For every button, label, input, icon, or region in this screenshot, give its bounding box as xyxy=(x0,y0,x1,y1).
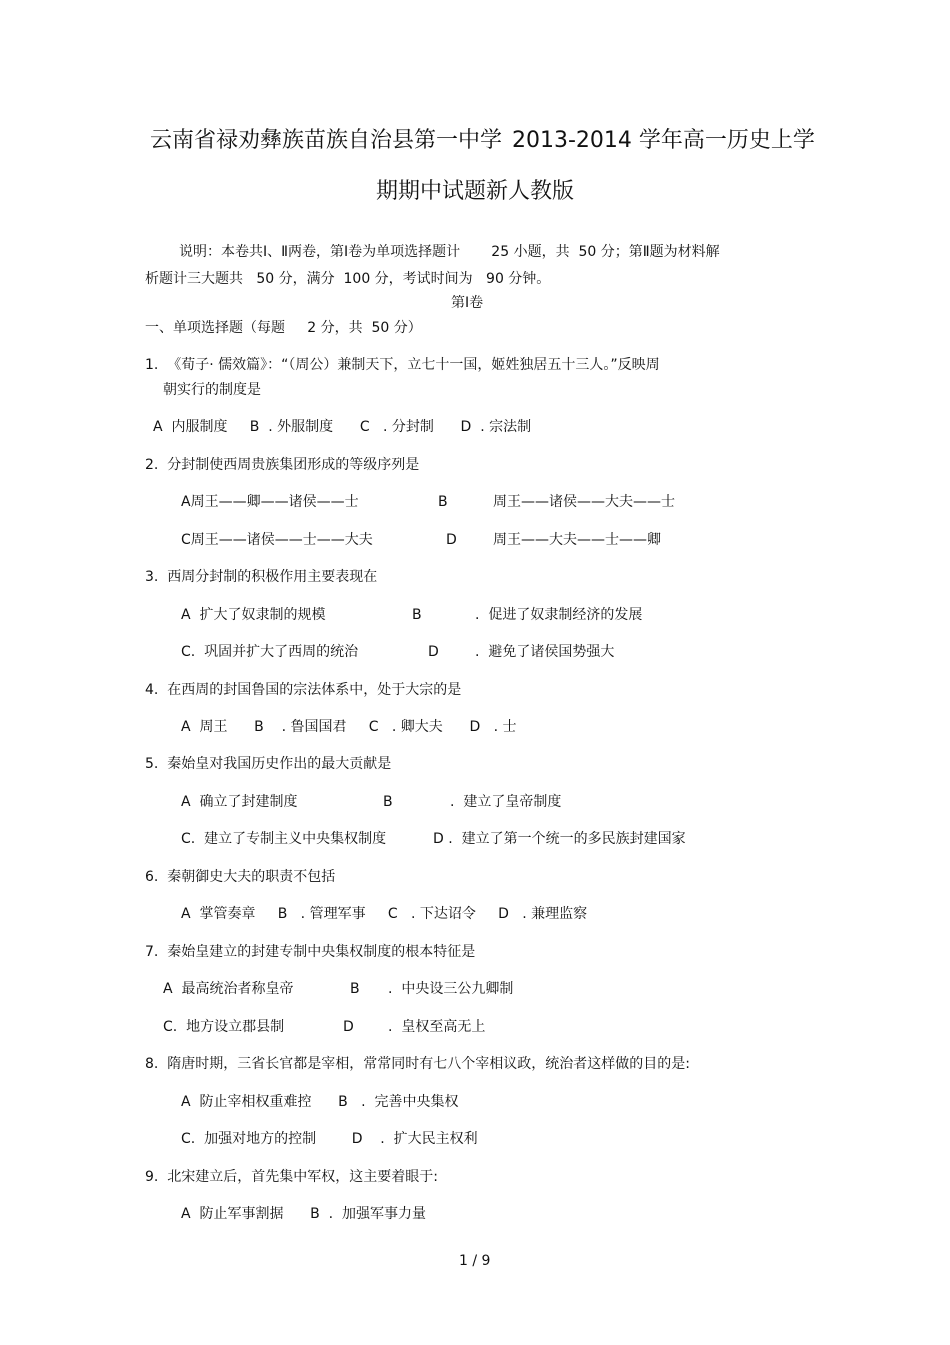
option-b: . 促进了奴隶制经济的发展 xyxy=(475,607,643,623)
option-a: A 扩大了奴隶制的规模 xyxy=(181,607,326,623)
question-stem-cont: 朝实行的制度是 xyxy=(163,382,261,398)
question-stem: 9. 北宋建立后，首先集中军权，这主要着眼于: xyxy=(145,1169,438,1185)
part-heading: 一、单项选择题（每题 2 分，共 50 分） xyxy=(145,320,422,336)
title-line-1-a: 云南省禄劝彝族苗族自治县第一中学 xyxy=(150,128,503,153)
option-d: . 皇权至高无上 xyxy=(388,1019,486,1035)
option-d: D . 建立了第一个统一的多民族封建国家 xyxy=(433,831,686,847)
option-d-letter: D xyxy=(428,644,439,660)
page-number: 1 / 9 xyxy=(459,1253,491,1269)
question-stem: 4. 在西周的封国鲁国的宗法体系中，处于大宗的是 xyxy=(145,682,462,698)
title-line-1-b: 2013-2014 学年高一历史上学 xyxy=(512,128,815,153)
question-options-ab: A 防止宰相权重难控 B . 完善中央集权 xyxy=(181,1094,459,1110)
question-stem: 5. 秦始皇对我国历史作出的最大贡献是 xyxy=(145,756,392,772)
option-a: A周王——卿——诸侯——士 xyxy=(181,494,359,510)
section-heading: 第Ⅰ卷 xyxy=(451,295,484,311)
option-c: C. 巩固并扩大了西周的统治 xyxy=(181,644,359,660)
option-b: . 建立了皇帝制度 xyxy=(450,794,562,810)
option-d-letter: D xyxy=(343,1019,354,1035)
question-stem: 2. 分封制使西周贵族集团形成的等级序列是 xyxy=(145,457,420,473)
question-options: A 周王 B . 鲁国国君 C . 卿大夫 D . 士 xyxy=(181,719,517,735)
question-stem: 1. 《荀子· 儒效篇》：“（周公）兼制天下，立七十一国，姬姓独居五十三人。”反映周 xyxy=(145,357,660,373)
option-c: C周王——诸侯——士——大夫 xyxy=(181,532,373,548)
question-options-cd: C. 加强对地方的控制 D . 扩大民主权利 xyxy=(181,1131,478,1147)
option-a: A 确立了封建制度 xyxy=(181,794,298,810)
option-d: . 避免了诸侯国势强大 xyxy=(475,644,615,660)
question-stem: 6. 秦朝御史大夫的职责不包括 xyxy=(145,869,336,885)
title-line-2: 期期中试题新人教版 xyxy=(376,179,575,204)
question-stem: 8. 隋唐时期，三省长官都是宰相，常常同时有七八个宰相议政，统治者这样做的目的是: xyxy=(145,1056,690,1072)
option-d: 周王——大夫——士——卿 xyxy=(493,532,661,548)
option-d-letter: D xyxy=(446,532,457,548)
option-c: C. 建立了专制主义中央集权制度 xyxy=(181,831,387,847)
intro-line-1: 说明：本卷共Ⅰ、Ⅱ两卷，第Ⅰ卷为单项选择题计 25 小题，共 50 分；第Ⅱ题为材料解 xyxy=(179,244,720,260)
option-b: . 中央设三公九卿制 xyxy=(388,981,514,997)
question-stem: 3. 西周分封制的积极作用主要表现在 xyxy=(145,569,378,585)
question-stem: 7. 秦始皇建立的封建专制中央集权制度的根本特征是 xyxy=(145,944,476,960)
option-a: A 最高统治者称皇帝 xyxy=(163,981,294,997)
intro-line-2: 析题计三大题共 50 分，满分 100 分，考试时间为 90 分钟。 xyxy=(145,271,551,287)
option-b-letter: B xyxy=(350,981,360,997)
question-options: A 内服制度 B . 外服制度 C . 分封制 D . 宗法制 xyxy=(153,419,532,435)
option-b: 周王——诸侯——大夫——士 xyxy=(493,494,675,510)
question-options: A 掌管奏章 B . 管理军事 C . 下达诏令 D . 兼理监察 xyxy=(181,906,588,922)
option-b-letter: B xyxy=(383,794,393,810)
option-b-letter: B xyxy=(412,607,422,623)
option-b-letter: B xyxy=(438,494,448,510)
question-options: A 防止军事割据 B . 加强军事力量 xyxy=(181,1206,427,1222)
option-c: C. 地方设立郡县制 xyxy=(163,1019,285,1035)
